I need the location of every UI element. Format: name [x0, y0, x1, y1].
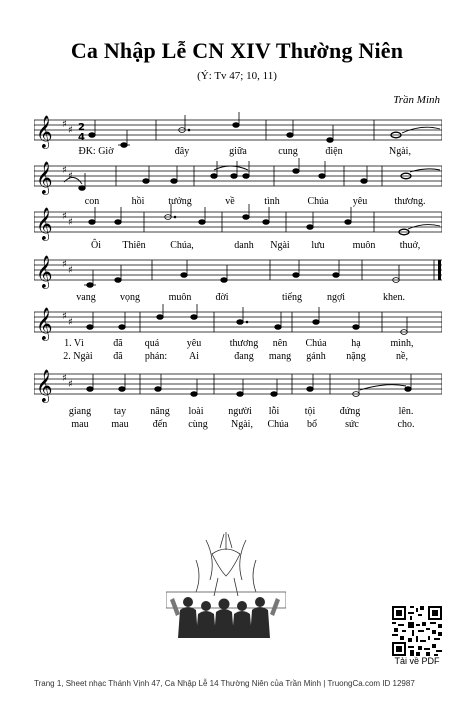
svg-text:♯: ♯ — [62, 211, 67, 222]
lyric-syllable: giữa — [229, 146, 247, 157]
staff-6 — [34, 366, 442, 406]
page-title: Ca Nhập Lễ CN XIV Thường Niên — [70, 38, 404, 63]
lyric-syllable: muôn — [352, 240, 376, 251]
lyric-syllable: Chúa — [305, 338, 327, 349]
lyric-syllable: muôn — [168, 292, 192, 303]
lyric-syllable: thương. — [394, 196, 426, 207]
lyric-syllable: con — [84, 196, 100, 207]
composer-name: Trần Minh — [393, 94, 440, 106]
page-footer: Trang 1, Sheet nhạc Thánh Vịnh 47, Ca Nhập Lễ 14 Thường Niên của Trần Minh | TruongCa.com ID 12987 — [34, 679, 415, 688]
lyric-syllable: cho. — [397, 419, 415, 430]
lyric-syllable: nề, — [396, 351, 408, 362]
lyric-syllable: sức — [345, 419, 359, 430]
lyric-syllable: lưu — [311, 240, 325, 251]
lyric-syllable: mau — [111, 419, 129, 430]
lyric-syllable: Ngài, — [389, 146, 411, 157]
lyric-syllable: cung — [278, 146, 298, 157]
lyric-syllable: tay — [113, 406, 127, 417]
lyric-syllable: loài — [188, 406, 204, 417]
music-system-6 — [34, 366, 442, 436]
lyric-syllable: lỗi — [268, 406, 280, 417]
lyric-syllable: hồi — [131, 196, 145, 207]
lyric-syllable: hạ — [351, 338, 361, 349]
lyric-syllable: cùng — [188, 419, 208, 430]
svg-text:2: 2 — [78, 122, 85, 133]
lyric-syllable: 1. Vì — [64, 338, 84, 349]
svg-text:♯: ♯ — [68, 379, 73, 390]
lyric-syllable: về — [225, 196, 235, 207]
lyric-syllable: yêu — [352, 196, 368, 207]
lyric-syllable: thuở, — [399, 240, 421, 251]
treble-clef-icon: 𝄞 — [36, 307, 53, 340]
final-barline — [438, 260, 441, 280]
lyric-syllable: tội — [304, 406, 316, 417]
lyric-syllable: danh — [234, 240, 254, 251]
lyric-syllable: vọng — [120, 292, 140, 303]
lyric-syllable: Ai — [189, 351, 199, 362]
lyric-syllable: đã — [113, 351, 123, 362]
lyric-syllable: gánh — [306, 351, 326, 362]
lyric-syllable: Thiên — [122, 240, 146, 251]
lyric-syllable: tiếng — [282, 292, 302, 303]
staff-4 — [34, 252, 442, 292]
lyric-syllable: đây — [174, 146, 190, 157]
svg-text:♯: ♯ — [68, 217, 73, 228]
svg-text:♯: ♯ — [62, 259, 67, 270]
lyric-syllable: Chúa — [267, 419, 289, 430]
lyric-syllable: bổ — [307, 419, 317, 430]
svg-text:♯: ♯ — [68, 125, 73, 136]
page-subtitle: (Ý: Tv 47; 10, 11) — [197, 70, 277, 82]
lyric-syllable: giang — [68, 406, 92, 417]
svg-text:♯: ♯ — [68, 265, 73, 276]
svg-text:♯: ♯ — [62, 311, 67, 322]
lyric-syllable: phán: — [144, 351, 168, 362]
treble-clef-icon: 𝄞 — [36, 161, 53, 194]
lyric-syllable: đã — [113, 338, 123, 349]
lyric-syllable: mang — [268, 351, 292, 362]
lyric-syllable: khen. — [383, 292, 405, 303]
lyric-syllable: Ngài — [270, 240, 290, 251]
lyric-row — [34, 406, 442, 420]
lyric-syllable: Chúa, — [170, 240, 194, 251]
lyric-row — [34, 338, 442, 352]
treble-clef-icon: 𝄞 — [36, 207, 53, 240]
lyric-syllable: Ngài, — [231, 419, 253, 430]
lyric-syllable: Ôi — [91, 240, 101, 251]
treble-clef-icon: 𝄞 — [36, 369, 53, 402]
lyric-syllable: người — [228, 406, 252, 417]
svg-text:♯: ♯ — [62, 119, 67, 130]
svg-text:♯: ♯ — [68, 171, 73, 182]
staff-3 — [34, 204, 442, 244]
music-system-4 — [34, 252, 442, 308]
lyric-syllable: đời — [215, 292, 229, 303]
svg-text:♯: ♯ — [62, 373, 67, 384]
lyric-syllable: thương — [229, 338, 259, 349]
lyric-syllable: quá — [144, 338, 160, 349]
staff-2 — [34, 158, 442, 198]
lyric-syllable: vang — [76, 292, 96, 303]
lyric-syllable: nặng — [346, 351, 366, 362]
lyric-row — [34, 419, 442, 433]
music-system-5 — [34, 304, 442, 374]
lyric-syllable: tưởng — [168, 196, 192, 207]
lyric-syllable: mình, — [390, 338, 414, 349]
lyric-syllable: đứng — [339, 406, 361, 417]
lyric-syllable: đang — [234, 351, 254, 362]
lyric-syllable: ngợi — [326, 292, 346, 303]
svg-text:♯: ♯ — [62, 165, 67, 176]
lyric-syllable: lên. — [398, 406, 414, 417]
qr-download-label[interactable]: Tải về PDF — [394, 656, 440, 666]
illustration-people-icon — [166, 530, 286, 638]
lyric-syllable: điện — [325, 146, 343, 157]
lyric-syllable: nên — [272, 338, 288, 349]
lyric-syllable: ĐK: Giờ — [78, 146, 114, 157]
lyric-syllable: mau — [71, 419, 89, 430]
lyric-syllable: 2. Ngài — [63, 351, 93, 362]
lyric-syllable: nâng — [150, 406, 170, 417]
treble-clef-icon: 𝄞 — [36, 115, 53, 148]
lyric-syllable: đến — [152, 419, 168, 430]
treble-clef-icon: 𝄞 — [36, 255, 53, 288]
svg-text:4: 4 — [78, 132, 85, 143]
lyric-syllable: yêu — [186, 338, 202, 349]
qr-code-icon[interactable] — [392, 606, 442, 656]
lyric-row — [34, 351, 442, 365]
svg-text:♯: ♯ — [68, 317, 73, 328]
lyric-syllable: Chúa — [307, 196, 329, 207]
lyric-syllable: tình — [264, 196, 280, 207]
